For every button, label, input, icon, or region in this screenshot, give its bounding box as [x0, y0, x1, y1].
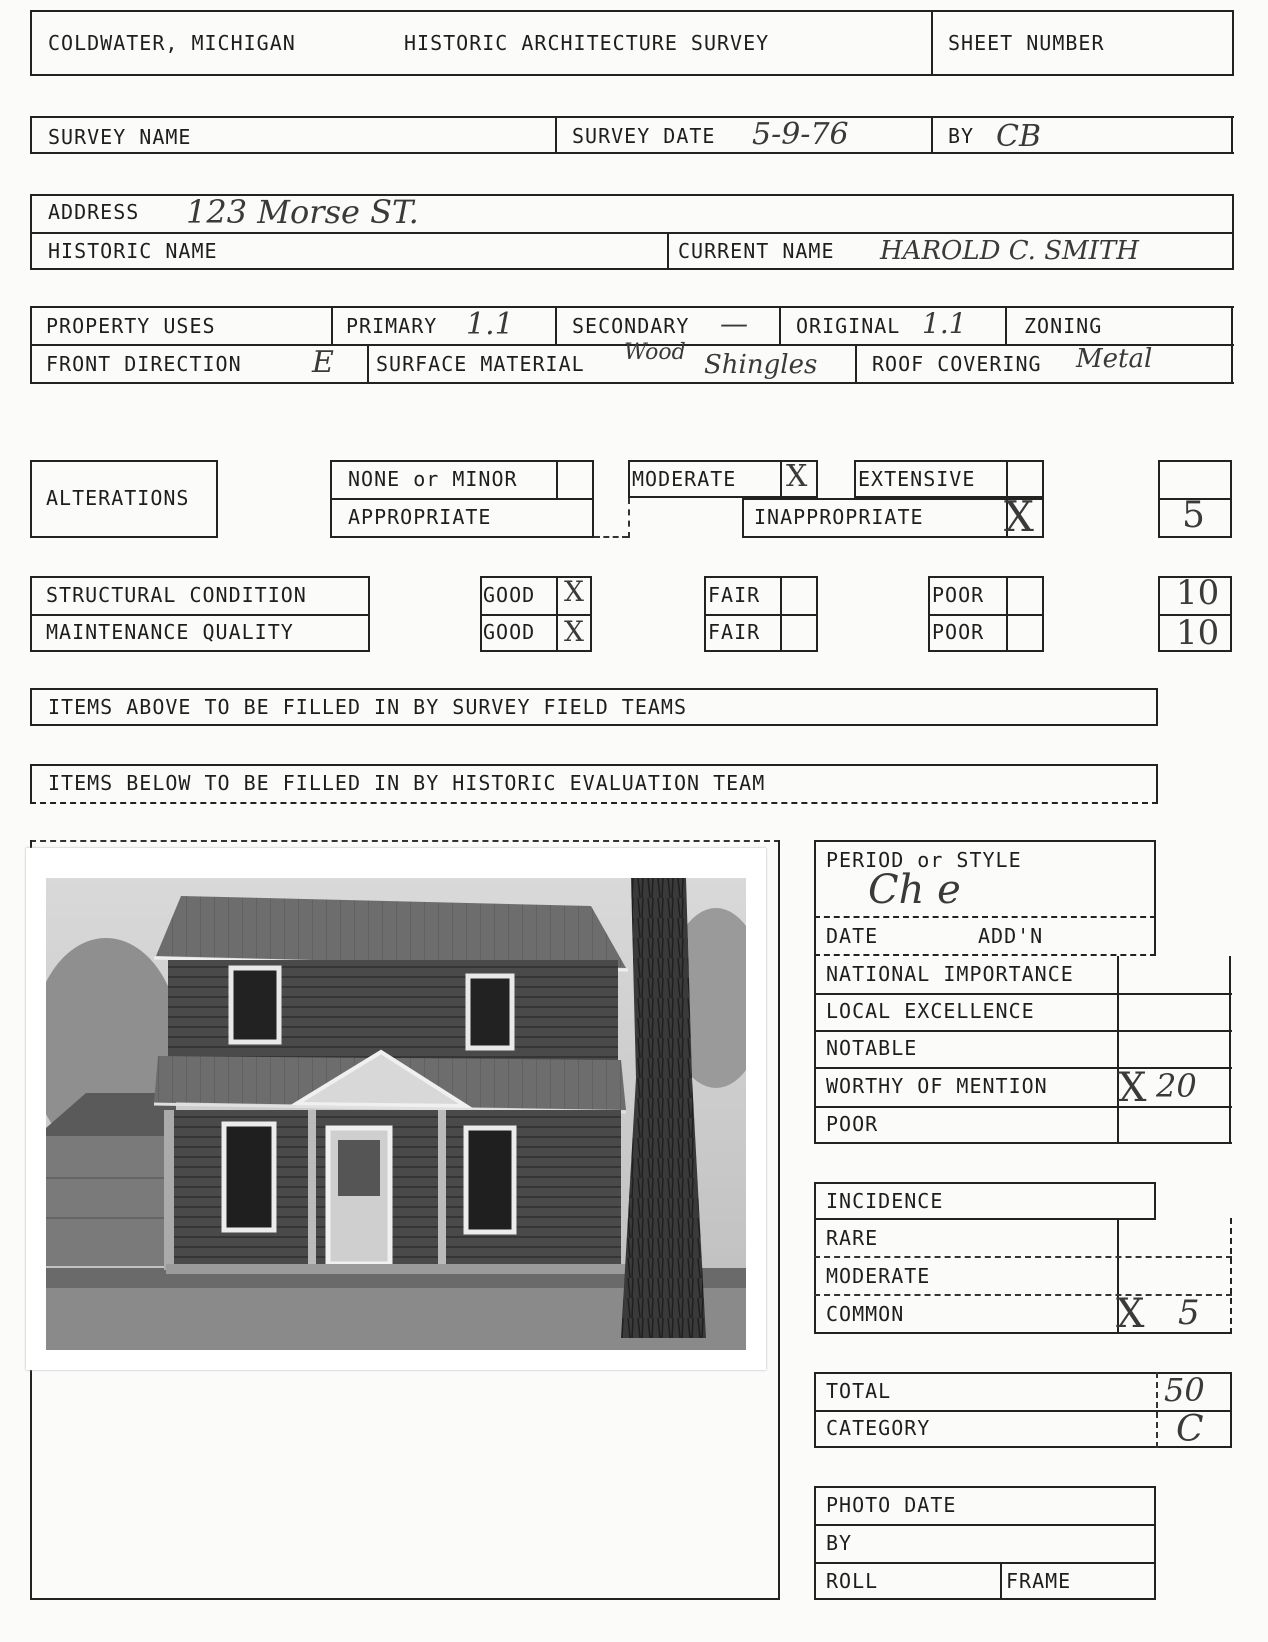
- evaluation-note: ITEMS BELOW TO BE FILLED IN BY HISTORIC EVALUATION TEAM: [48, 771, 766, 795]
- none-minor-label: NONE or MINOR: [348, 467, 518, 491]
- photo-info-row-1: [814, 1524, 1156, 1526]
- form-title: HISTORIC ARCHITECTURE SURVEY: [404, 31, 770, 55]
- structural-score[interactable]: 10: [1176, 573, 1220, 613]
- secondary-value[interactable]: —: [720, 307, 748, 340]
- ratings-right-edge: [1229, 956, 1231, 1144]
- photo-frame-top: [30, 840, 780, 842]
- inappropriate-mark[interactable]: X: [1004, 492, 1034, 541]
- structural-good-label: GOOD: [483, 583, 536, 607]
- alt-dashed-connector-1: [628, 498, 630, 538]
- condition-labels-divider: [30, 614, 370, 616]
- survey-name-label: SURVEY NAME: [48, 125, 192, 149]
- surface-material-label: SURFACE MATERIAL: [376, 352, 585, 376]
- maintenance-score[interactable]: 10: [1176, 613, 1220, 653]
- photo-by-label: BY: [826, 1531, 853, 1555]
- surface-material-value-1[interactable]: Wood: [624, 340, 686, 365]
- field-teams-note: ITEMS ABOVE TO BE FILLED IN BY SURVEY FIELD TEAMS: [48, 695, 688, 719]
- survey-by-value[interactable]: CB: [996, 119, 1041, 154]
- local-excellence-label: LOCAL EXCELLENCE: [826, 999, 1035, 1023]
- property-div-4: [1005, 306, 1007, 344]
- worthy-mark[interactable]: X: [1118, 1065, 1147, 1111]
- historic-current-divider: [667, 232, 669, 270]
- property-div-1: [331, 306, 333, 344]
- survey-right-edge: [1231, 116, 1233, 154]
- maintenance-poor-label: POOR: [932, 620, 985, 644]
- category-label: CATEGORY: [826, 1416, 931, 1440]
- total-value[interactable]: 50: [1164, 1371, 1205, 1409]
- roll-label: ROLL: [826, 1569, 879, 1593]
- survey-by-label: BY: [948, 124, 975, 148]
- alt-dashed-connector-2: [594, 536, 628, 538]
- totals-divider: [814, 1410, 1232, 1412]
- primary-label: PRIMARY: [346, 314, 438, 338]
- date-label: DATE: [826, 924, 879, 948]
- address-divider: [30, 232, 1234, 234]
- current-name-label: CURRENT NAME: [678, 239, 835, 263]
- survey-date-value[interactable]: 5-9-76: [752, 117, 849, 152]
- front-direction-label: FRONT DIRECTION: [46, 352, 242, 376]
- survey-divider-2: [931, 116, 933, 154]
- frame-label: FRAME: [1006, 1569, 1072, 1593]
- historic-name-label: HISTORIC NAME: [48, 239, 218, 263]
- photo-frame-right: [778, 840, 780, 1600]
- primary-value[interactable]: 1.1: [466, 307, 514, 342]
- structural-condition-label: STRUCTURAL CONDITION: [46, 583, 307, 607]
- property-div-5: [367, 344, 369, 384]
- house-photo-image: [46, 878, 746, 1350]
- moderate-incidence-label: MODERATE: [826, 1264, 931, 1288]
- structural-good-mark[interactable]: X: [564, 575, 584, 608]
- moderate-label: MODERATE: [632, 467, 737, 491]
- period-style-value[interactable]: Ch e: [868, 867, 961, 913]
- moderate-mark[interactable]: X: [786, 459, 808, 494]
- photo-date-label: PHOTO DATE: [826, 1493, 957, 1517]
- extensive-label: EXTENSIVE: [858, 467, 976, 491]
- poor-checkbox-divider: [1006, 576, 1008, 652]
- rare-label: RARE: [826, 1226, 879, 1250]
- incidence-row-1: [814, 1256, 1232, 1258]
- property-div-6: [855, 344, 857, 384]
- notable-label: NOTABLE: [826, 1036, 918, 1060]
- survey-date-label: SURVEY DATE: [572, 124, 716, 148]
- common-score[interactable]: 5: [1178, 1293, 1200, 1333]
- sheet-number-label: SHEET NUMBER: [948, 31, 1105, 55]
- worthy-of-mention-label: WORTHY OF MENTION: [826, 1074, 1048, 1098]
- totals-score-divider: [1156, 1372, 1158, 1448]
- header-divider: [931, 10, 933, 76]
- good-checkbox-divider: [556, 576, 558, 652]
- appropriate-label: APPROPRIATE: [348, 505, 492, 529]
- house-photograph: [26, 848, 766, 1370]
- property-div-3: [779, 306, 781, 344]
- surface-material-value-2[interactable]: Shingles: [704, 350, 818, 380]
- total-label: TOTAL: [826, 1379, 892, 1403]
- category-value[interactable]: C: [1176, 1409, 1204, 1450]
- alt-left-divider: [330, 498, 594, 500]
- structural-poor-label: POOR: [932, 583, 985, 607]
- ratings-row-4: [814, 1106, 1232, 1108]
- ratings-row-2: [814, 1030, 1232, 1032]
- ratings-divider: [1117, 956, 1119, 1144]
- roof-covering-label: ROOF COVERING: [872, 352, 1042, 376]
- structural-fair-label: FAIR: [708, 583, 761, 607]
- maintenance-good-mark[interactable]: X: [564, 615, 584, 648]
- addn-label: ADD'N: [978, 924, 1044, 948]
- ratings-row-1: [814, 993, 1232, 995]
- zoning-label: ZONING: [1024, 314, 1103, 338]
- photo-frame-bottom: [30, 1598, 780, 1600]
- inappropriate-label: INAPPROPRIATE: [754, 505, 924, 529]
- original-label: ORIGINAL: [796, 314, 901, 338]
- national-importance-label: NATIONAL IMPORTANCE: [826, 962, 1074, 986]
- poor-rating-label: POOR: [826, 1112, 879, 1136]
- secondary-label: SECONDARY: [572, 314, 690, 338]
- alterations-score[interactable]: 5: [1182, 495, 1205, 536]
- survey-divider-1: [555, 116, 557, 154]
- maintenance-good-label: GOOD: [483, 620, 536, 644]
- fair-checkbox-divider: [780, 576, 782, 652]
- property-div-2: [555, 306, 557, 344]
- current-name-value[interactable]: HAROLD C. SMITH: [880, 236, 1139, 266]
- front-direction-value[interactable]: E: [312, 345, 334, 380]
- common-mark[interactable]: X: [1116, 1291, 1145, 1337]
- alterations-label: ALTERATIONS: [46, 486, 190, 510]
- city-label: COLDWATER, MICHIGAN: [48, 31, 296, 55]
- roll-frame-divider: [1000, 1562, 1002, 1600]
- address-label: ADDRESS: [48, 200, 140, 224]
- worthy-score[interactable]: 20: [1156, 1067, 1197, 1105]
- period-style-label: PERIOD or STYLE: [826, 848, 1022, 872]
- maintenance-quality-label: MAINTENANCE QUALITY: [46, 620, 294, 644]
- common-label: COMMON: [826, 1302, 905, 1326]
- roof-covering-value[interactable]: Metal: [1076, 344, 1153, 374]
- maintenance-fair-label: FAIR: [708, 620, 761, 644]
- incidence-row-2: [814, 1294, 1232, 1296]
- fair-divider: [704, 614, 818, 616]
- address-value[interactable]: 123 Morse ST.: [186, 193, 419, 231]
- original-value[interactable]: 1.1: [922, 307, 967, 340]
- alt-none-checkbox-divider: [556, 460, 558, 498]
- photo-info-row-2: [814, 1562, 1156, 1564]
- property-uses-label: PROPERTY USES: [46, 314, 216, 338]
- moderate-checkbox-divider: [780, 460, 782, 498]
- poor-divider: [928, 614, 1044, 616]
- incidence-label: INCIDENCE: [826, 1189, 944, 1213]
